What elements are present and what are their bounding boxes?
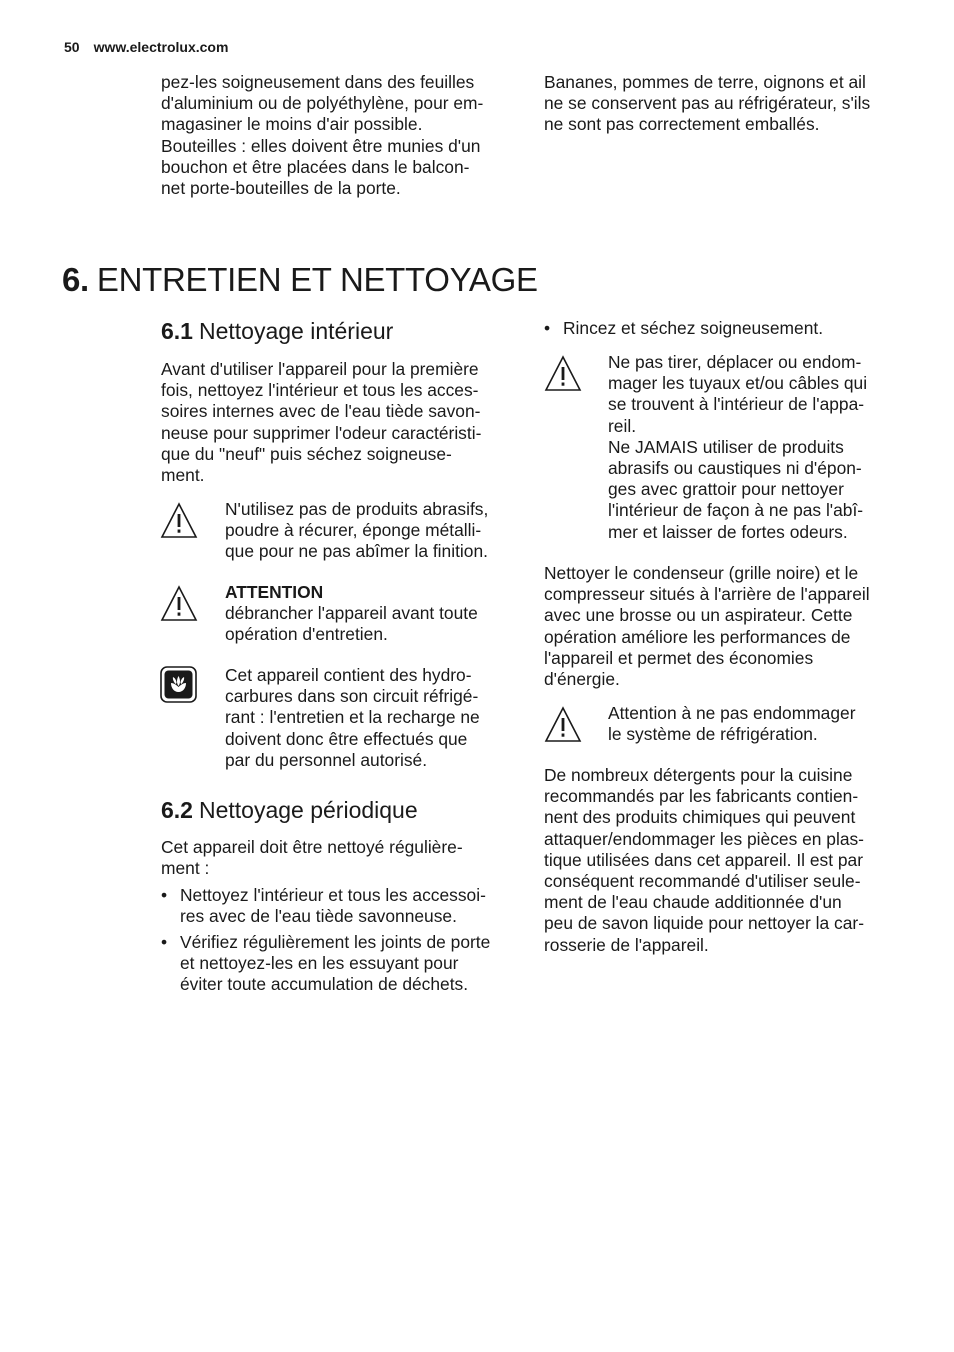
environment-icon	[160, 666, 197, 703]
storage-paragraph-right: Bananes, pommes de terre, oignons et ail ne se conservent pas au réfrigérateur, s'ils ne sont pas correctement emballés.	[544, 72, 871, 135]
list-item-text: Rincez et séchez soigneusement.	[563, 318, 824, 338]
warning-triangle-icon	[160, 502, 198, 540]
detergent-paragraph: De nombreux détergents pour la cuisine recommandés par les fabricants contien- nent des produits chimiques qui peuvent attaquer/endommager les pièces en plas- tique utilisées dans cet appareil. Il est par conséquent recommandé d'utiliser seule- ment de l'eau chaude additionnée d'un peu de savon liquide pour nettoyer la car- rosserie de l'appareil.	[544, 765, 864, 955]
warning-triangle-icon	[544, 355, 582, 393]
attention-text: débrancher l'appareil avant toute opération d'entretien.	[225, 603, 478, 645]
list-item-text: Nettoyez l'intérieur et tous les accessoi- res avec de l'eau tiède savonneuse.	[180, 885, 486, 927]
warning-triangle-icon	[544, 706, 582, 744]
condenser-paragraph: Nettoyer le condenseur (grille noire) et le compresseur situés à l'arrière de l'appareil avec une brosse ou un aspirateur. Cette opération améliore les performances de l'appareil et permet des économies d'énergie.	[544, 563, 870, 690]
website-link[interactable]: www.electrolux.com	[93, 39, 229, 55]
warning-triangle-icon	[160, 585, 198, 623]
chapter-title: ENTRETIEN ET NETTOYAGE	[96, 261, 538, 298]
warning-abrasive-text: N'utilisez pas de produits abrasifs, poudre à récurer, éponge métalli- que pour ne pas abîmer la finition.	[225, 499, 489, 562]
section-6-1-title: Nettoyage intérieur	[198, 318, 394, 344]
section-6-2-number: 6.2	[161, 797, 193, 823]
list-item-text: Vérifiez régulièrement les joints de porte et nettoyez-les en les essuyant pour éviter toute accumulation de déchets.	[180, 932, 491, 995]
section-6-2-title: Nettoyage périodique	[198, 797, 418, 823]
chapter-number: 6.	[62, 261, 89, 298]
warning-cables-text: Ne pas tirer, déplacer ou endom- mager les tuyaux et/ou câbles qui se trouvent à l'intérieur de l'appa- reil. Ne JAMAIS utiliser de produits abrasifs ou caustiques ni d'épon- ges avec grattoir pour nettoyer l'intérieur de façon à ne pas l'abî- mer et laisser de fortes odeurs.	[608, 352, 868, 542]
section-6-1-intro: Avant d'utiliser l'appareil pour la première fois, nettoyez l'intérieur et tous les acces- soires internes avec de l'eau tiède savon- neuse pour supprimer l'odeur caractéristi- que du "neuf" puis séchez soigneuse- ment.	[161, 359, 482, 486]
section-6-2-intro: Cet appareil doit être nettoyé régulière- ment :	[161, 837, 463, 879]
list-item: • Nettoyez l'intérieur et tous les accessoi- res avec de l'eau tiède savonneuse.	[161, 885, 521, 927]
warning-refrigeration-text: Attention à ne pas endommager le système de réfrigération.	[608, 703, 856, 745]
section-6-1-heading	[161, 316, 393, 346]
list-item: • Vérifiez régulièrement les joints de porte et nettoyez-les en les essuyant pour éviter toute accumulation de déchets.	[161, 932, 521, 996]
chapter-heading	[62, 258, 538, 302]
page-number: 50	[64, 39, 80, 55]
list-item: • Rincez et séchez soigneusement.	[544, 318, 914, 339]
storage-paragraph-left: pez-les soigneusement dans des feuilles d'aluminium ou de polyéthylène, pour em- magasiner le moins d'air possible. Bouteilles : elles doivent être munies d'un bouchon et être placées dans le balcon- net porte-bouteilles de la porte.	[161, 72, 484, 199]
section-6-1-number: 6.1	[161, 318, 193, 344]
environment-note-text: Cet appareil contient des hydro- carbures dans son circuit réfrigé- rant : l'entretien et la recharge ne doivent donc être effectués que par du personnel autorisé.	[225, 665, 480, 770]
page-header	[64, 38, 228, 56]
section-6-2-heading	[161, 795, 418, 825]
attention-label: ATTENTION	[225, 582, 324, 602]
